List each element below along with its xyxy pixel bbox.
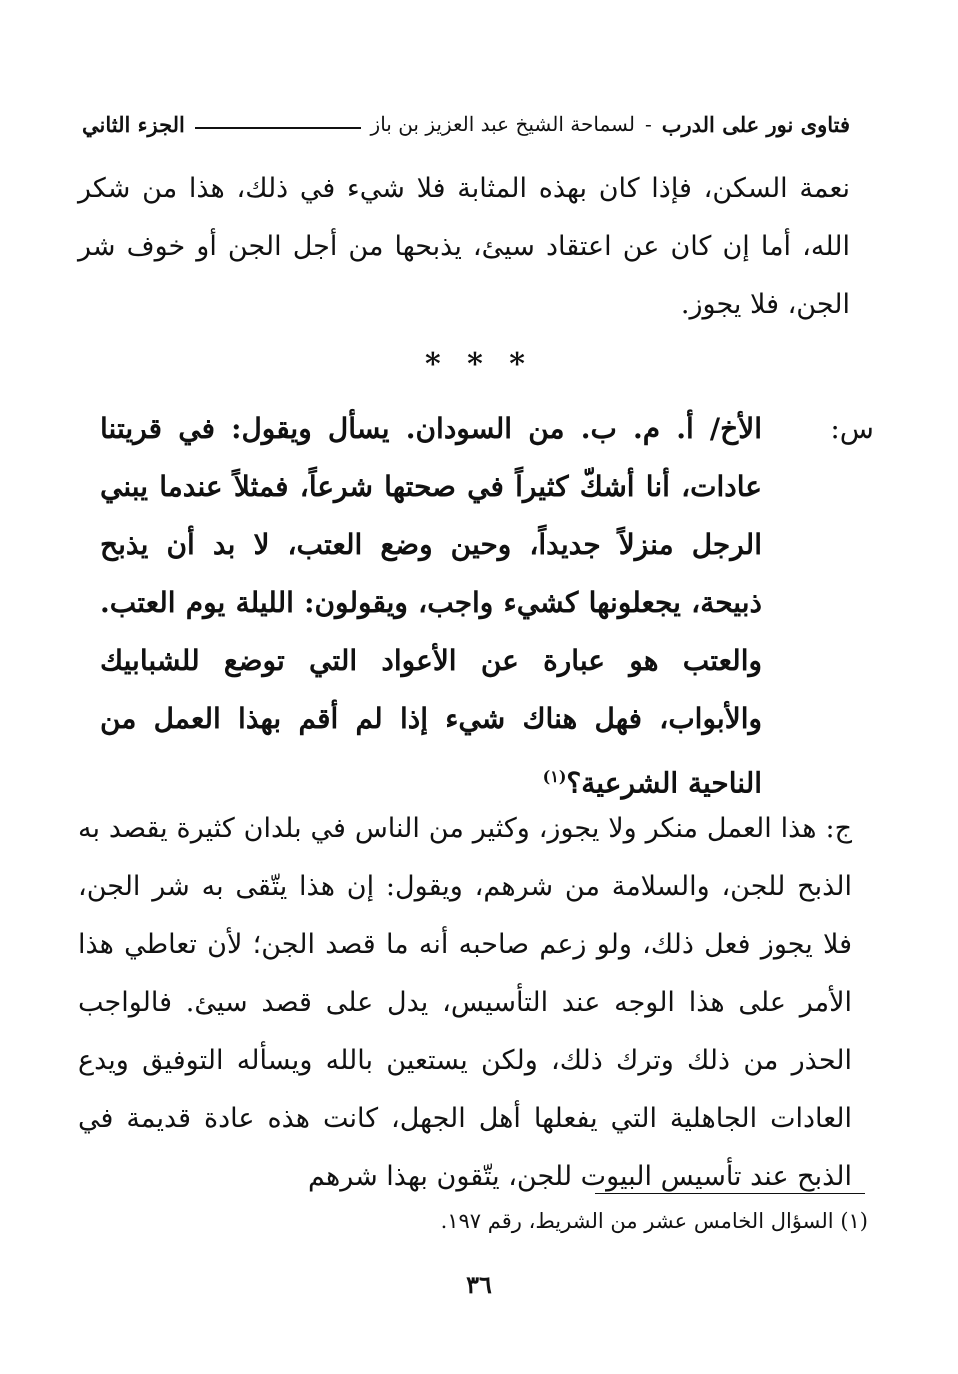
section-divider: * * * xyxy=(425,347,533,382)
footnote-marker: (١) xyxy=(840,1209,868,1233)
header-separator: - xyxy=(644,112,652,136)
answer-label: ج: xyxy=(825,813,852,844)
answer-text: هذا العمل منكر ولا يجوز، وكثير من الناس في بلدان كثيرة يقصد به الذبح للجن، والسلامة من شرهم، ويقول: إن هذا يتّقى به شر الجن، فلا يجوز فعل ذلك، ولو زعم صاحبه أنه ما قصد الجن؛ لأن تعاطي هذا الأمر على هذا الوجه عند التأسيس، يدل على قصد سيئ. فالواجب الحذر من ذلك وترك ذلك، ولكن يستعين بالله ويسأله التوفيق ويدع العادات الجاهلية التي يفعلها أهل الجهل، كانت هذه عادة قديمة في الذبح عند تأسيس البيوت للجن، يتّقون بهذا شرهم xyxy=(78,813,852,1192)
continued-paragraph: نعمة السكن، فإذا كان بهذه المثابة فلا شيء في ذلك، هذا من شكر الله، أما إن كان عن اعتقاد سيئ، يذبحها من أجل الجن أو خوف شر الجن، فلا يجوز. xyxy=(78,173,850,320)
header-rule xyxy=(195,127,361,129)
question-block xyxy=(100,400,874,800)
volume-part: الجزء الثاني xyxy=(82,111,185,137)
footnote-rule xyxy=(595,1193,865,1194)
answer-block xyxy=(78,800,852,1206)
footnote xyxy=(108,1204,868,1238)
question-label: س: xyxy=(830,412,874,445)
page-number: ٣٦ xyxy=(466,1270,492,1299)
running-header xyxy=(82,104,850,144)
question-text: الأخ/ أ. م. ب. من السودان. يسأل ويقول: في قريتنا عادات، أنا أشكّ كثيراً في صحتها شرعاً، فمثلاً عندما يبني الرجل منزلاً جديداً، وحين وضع العتب، لا بد أن يذبح ذبيحة، يجعلونها كشيء واجب، ويقولون: الليلة يوم العتب. والعتب هو عبارة عن الأعواد التي توضع للشبابيك والأبواب، فهل هناك شيء إذا لم أقم بهذا العمل من الناحية الشرعية؟ xyxy=(100,412,762,800)
question-text-container xyxy=(100,400,762,812)
author-name: لسماحة الشيخ عبد العزيز بن باز xyxy=(370,112,635,136)
footnote-text: السؤال الخامس عشر من الشريط، رقم ١٩٧. xyxy=(440,1209,834,1233)
series-title: فتاوى نور على الدرب xyxy=(661,111,850,137)
footnote-reference[interactable]: (١) xyxy=(542,767,567,786)
